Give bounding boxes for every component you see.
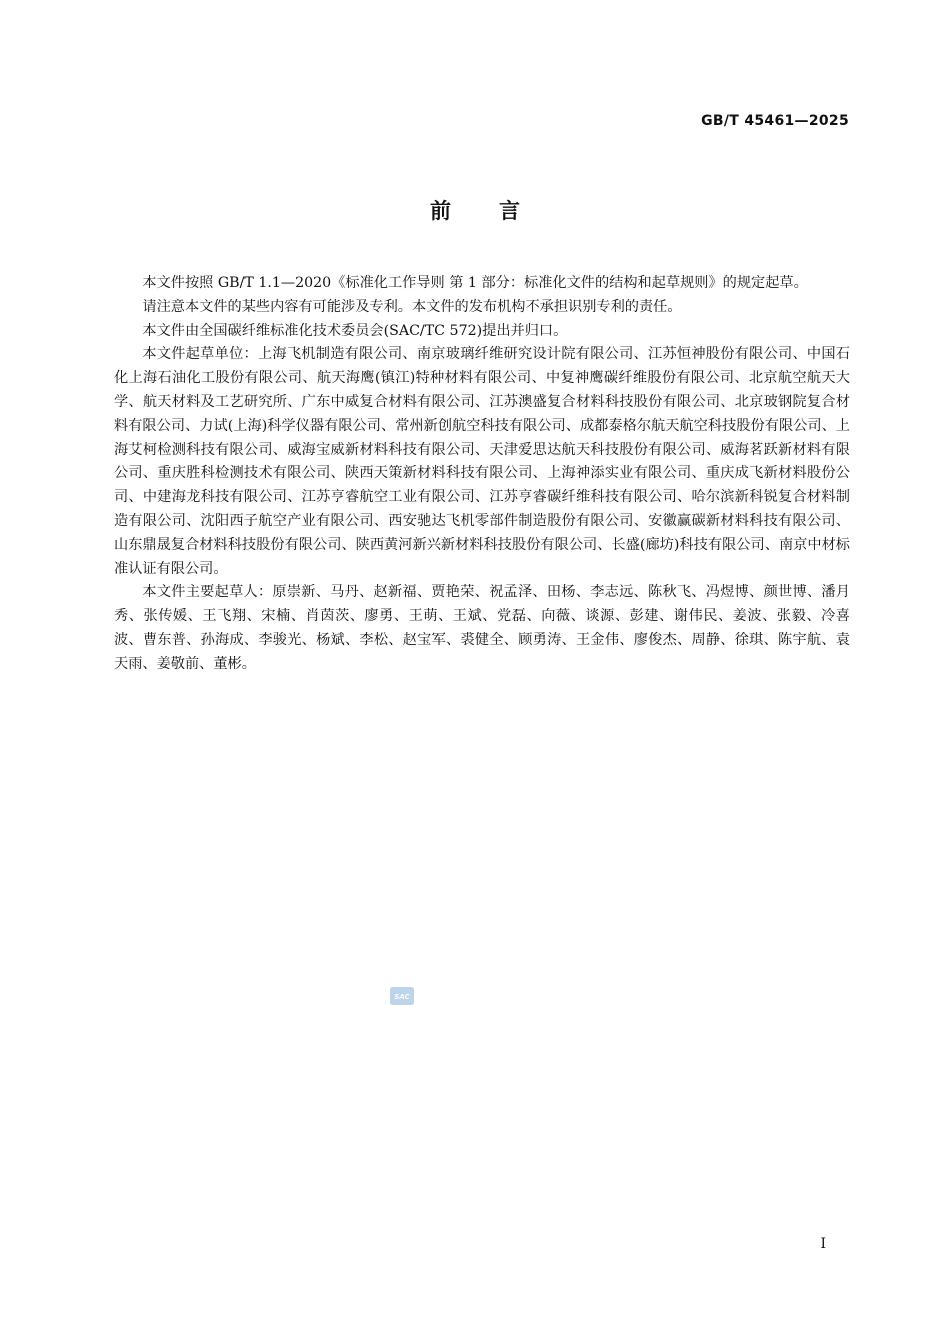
foreword-body — [114, 272, 850, 677]
page-number: I — [820, 1236, 826, 1252]
paragraph-proposer: 本文件由全国碳纤维标准化技术委员会(SAC/TC 572)提出并归口。 — [142, 322, 568, 339]
paragraph-drafting-rules: 本文件按照 GB/T 1.1—2020《标准化工作导则 第 1 部分：标准化文件的结构和起草规则》的规定起草。 — [142, 275, 808, 291]
page-title: 前言 — [430, 199, 568, 223]
standard-number: GB/T 45461—2025 — [701, 113, 849, 129]
paragraph-drafting-units: 本文件起草单位：上海飞机制造有限公司、南京玻璃纤维研究设计院有限公司、江苏恒神股份有限公司、中国石化上海石油化工股份有限公司、航天海鹰(镇江)特种材料有限公司、中复神鹰碳纤维股份有限公司、北京航空航天大学、航天材料及工艺研究所、广东中威复合材料有限公司、江苏澳盛复合材料科技股份有限公司、北京玻钢院复合材料有限公司、力试(上海)科学仪器有限公司、常州新创航空科技有限公司、成都泰格尔航天航空科技股份有限公司、上海艾柯检测科技有限公司、威海宝威新材料科技有限公司、天津爱思达航天科技股份有限公司、威海茗跃新材料有限公司、重庆胜科检测技术有限公司、陕西天策新材料科技有限公司、上海神添实业有限公司、重庆成飞新材料股份公司、中建海龙科技有限公司、江苏亨睿航空工业有限公司、江苏亨睿碳纤维科技有限公司、哈尔滨新科锐复合材料制造有限公司、沈阳西子航空产业有限公司、西安驰达飞机零部件制造股份有限公司、安徽赢碳新材料科技有限公司、山东鼎晟复合材料科技股份有限公司、陕西黄河新兴新材料科技股份有限公司、长盛(廊坊)科技有限公司、南京中材标准认证有限公司。 — [114, 346, 850, 577]
svg-text:SAC: SAC — [394, 993, 410, 1001]
paragraph-patent-notice: 请注意本文件的某些内容有可能涉及专利。本文件的发布机构不承担识别专利的责任。 — [142, 298, 682, 315]
paragraph-drafters: 本文件主要起草人：原崇新、马丹、赵新福、贾艳荣、祝孟泽、田杨、李志远、陈秋飞、冯煜博、颜世博、潘月秀、张传媛、王飞翔、宋楠、肖茵茨、廖勇、王萌、王斌、党磊、向薇、谈源、彭建、谢伟民、姜波、张毅、冷喜波、曹东普、孙海成、李骏光、杨斌、李松、赵宝军、裘健全、顾勇涛、王金伟、廖俊杰、周静、徐琪、陈宇航、袁天雨、姜敬前、董彬。 — [114, 584, 850, 672]
sac-watermark-logo — [389, 985, 415, 1007]
